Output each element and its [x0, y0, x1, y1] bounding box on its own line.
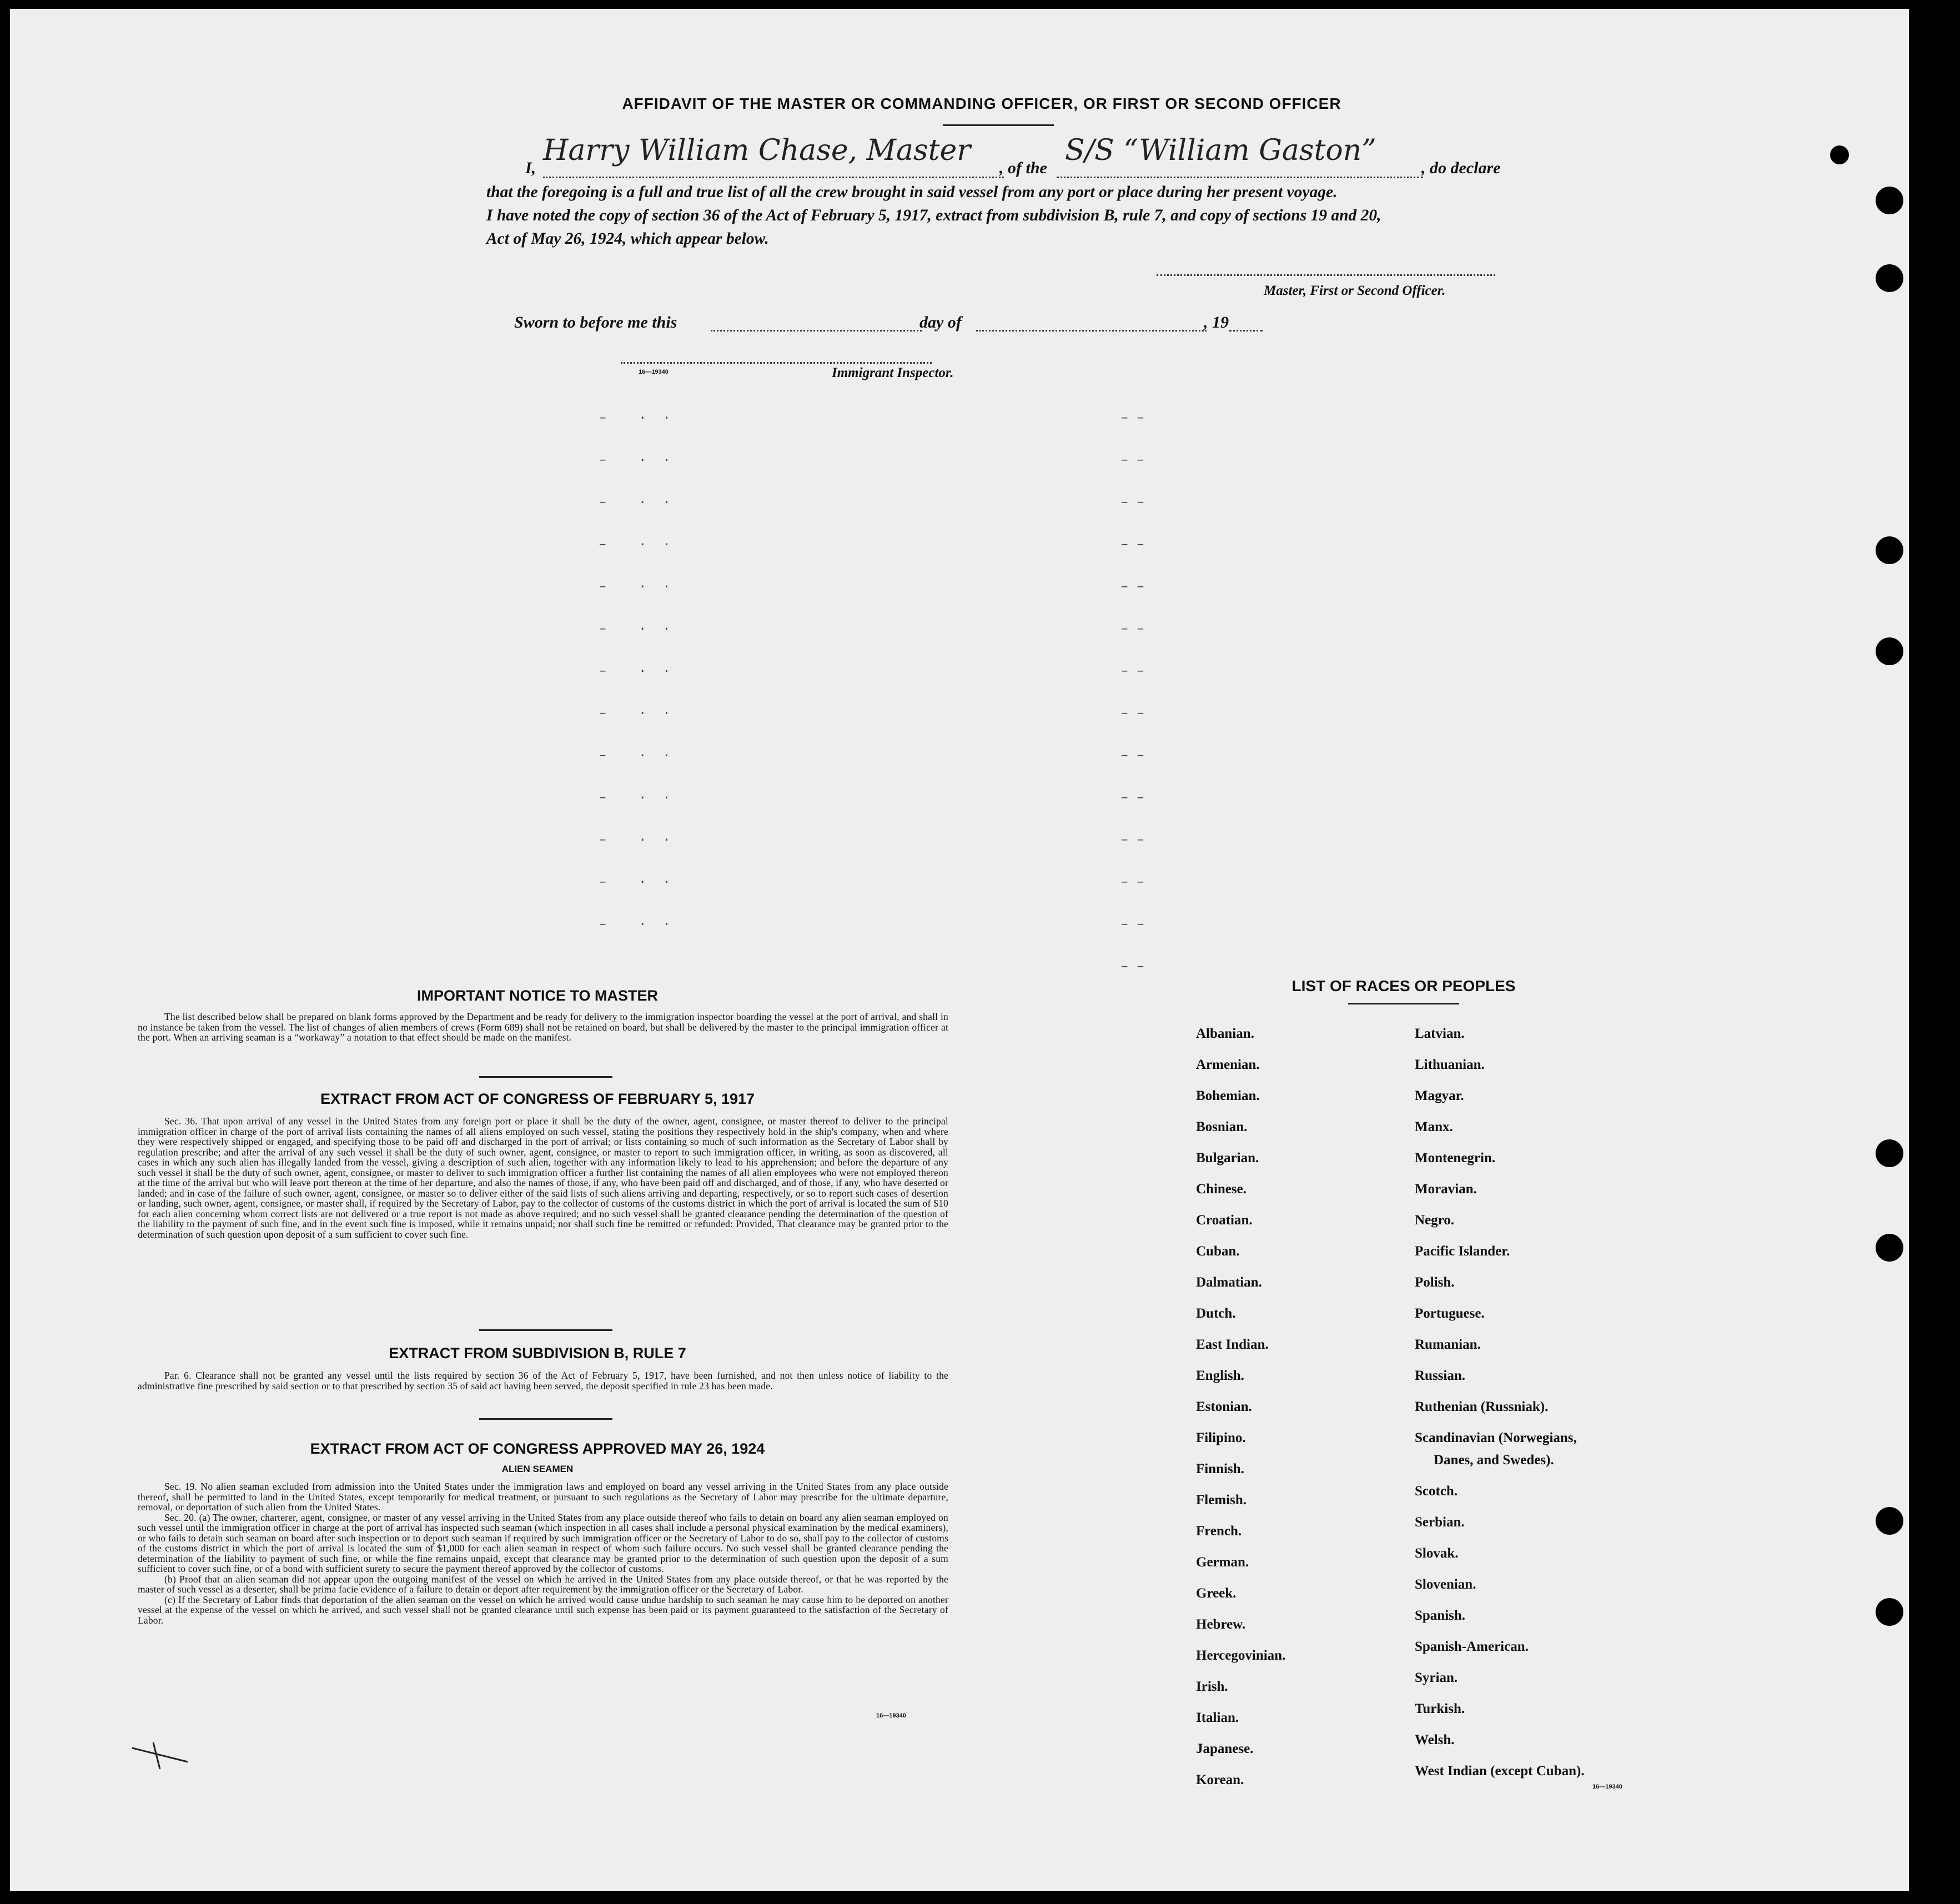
race-item: Cuban. — [1196, 1244, 1240, 1259]
sworn-day-line — [711, 330, 922, 331]
affidavit-i: I, — [525, 159, 536, 177]
pencil-mark — [127, 1737, 193, 1770]
sec-20a-paragraph: Sec. 20. (a) The owner, charterer, agent, consignee, or master of any vessel arriving in the United States from any place outside thereof who fails to detain on board any alien seaman employed on such vessel until the immigration officer in charge at the port of arrival has inspected such seaman (which inspection in all cases shall include a personal physical examination by the medical examiners), or who fails to detain such seaman on board after such inspection or to deport such seaman if required by such immigration officer or the Secretary of Labor to do so, shall pay to the collector of customs of the customs district in which the port of arrival is located the sum of $1,000 for each alien seaman in respect of whom such failure occurs. No such vessel shall be granted clearance pending the determination of the liability to payment of such fine, or while the fine remains unpaid, except that clearance may be granted prior to the determination of such question upon the deposit of a sum sufficient to cover such fine, or of a bond with sufficient surety to secure the payment thereof approved by the collector of customs. — [138, 1511, 948, 1574]
title-rule — [943, 124, 1054, 126]
punch-hole — [1876, 536, 1903, 564]
race-item: Latvian. — [1415, 1026, 1465, 1041]
race-item: Syrian. — [1415, 1670, 1458, 1685]
race-item: Armenian. — [1196, 1057, 1260, 1072]
races-right-column — [1415, 1026, 1585, 1795]
race-item: Pacific Islander. — [1415, 1244, 1510, 1259]
punch-hole — [1876, 1598, 1903, 1626]
master-name-handwritten: Harry William Chase, Master — [543, 134, 971, 167]
race-item: Portuguese. — [1415, 1306, 1485, 1321]
race-item: Turkish. — [1415, 1701, 1465, 1716]
race-item: Dalmatian. — [1196, 1275, 1262, 1290]
race-item: Filipino. — [1196, 1430, 1246, 1445]
race-item: English. — [1196, 1368, 1244, 1383]
race-item: Bulgarian. — [1196, 1151, 1259, 1165]
affidavit-declare: , do declare — [1421, 159, 1501, 177]
race-item: Russian. — [1415, 1368, 1466, 1383]
punch-hole-small — [1830, 145, 1849, 164]
affidavit-line-3: I have noted the copy of section 36 of the Act of February 5, 1917, extract from subdivision B, rule 7, and copy of sections 19 and 20, — [486, 207, 1381, 224]
bleed-through-marks-left: – · · – · · – · · – · · – · · – · · – · · – · · – · · – · · – · · – · · – · · — [599, 411, 671, 932]
race-item: Albanian. — [1196, 1026, 1254, 1041]
extract-1917-text — [138, 1116, 948, 1239]
form-number-bottom-right: 16—19340 — [1592, 1784, 1622, 1790]
inspector-caption: Immigrant Inspector. — [832, 365, 954, 380]
scan-border — [1909, 0, 1960, 1904]
race-item: Croatian. — [1196, 1213, 1253, 1228]
signature-line — [1157, 274, 1495, 276]
race-item: Scandinavian (Norwegians, — [1415, 1430, 1577, 1445]
race-item: Manx. — [1415, 1119, 1453, 1134]
day-of-text: day of — [919, 313, 962, 331]
race-item: Bohemian. — [1196, 1088, 1260, 1103]
sec-20c-paragraph: (c) If the Secretary of Labor finds that deportation of the alien seaman on the vessel on which he arrived would cause undue hardship to such seaman he may cause him to be deported on another vessel at the expense of the vessel on which he arrived, and such vessel shall not be granted clearance until such expense has been paid or its payment guaranteed to the satisfaction of the Secretary of Labor. — [138, 1594, 948, 1626]
punch-hole — [1876, 637, 1903, 665]
race-item: Ruthenian (Russniak). — [1415, 1399, 1549, 1414]
race-item: Moravian. — [1415, 1182, 1477, 1197]
race-item: Estonian. — [1196, 1399, 1252, 1414]
punch-hole — [1876, 1234, 1903, 1262]
master-name-line — [543, 177, 1004, 178]
form-number-bottom-left: 16—19340 — [876, 1712, 906, 1719]
race-item: Chinese. — [1196, 1182, 1247, 1197]
race-item: Bosnian. — [1196, 1119, 1248, 1134]
race-item: Hebrew. — [1196, 1617, 1246, 1632]
race-item: Japanese. — [1196, 1741, 1254, 1756]
signature-caption: Master, First or Second Officer. — [1264, 283, 1446, 298]
race-item: Spanish. — [1415, 1608, 1466, 1623]
extract-1917-rule — [479, 1329, 612, 1331]
race-item: Hercegovinian. — [1196, 1648, 1286, 1663]
punch-hole — [1876, 264, 1903, 292]
inspector-signature-line — [621, 362, 932, 364]
race-item: Negro. — [1415, 1213, 1455, 1228]
races-title: LIST OF RACES OR PEOPLES — [1291, 977, 1516, 994]
bleed-through-marks-right: – – – – – – – – – – – – – – – – – – – – – – – – – – – – — [1120, 411, 1145, 974]
document-page — [10, 9, 1909, 1891]
extract-1924-subtitle: ALIEN SEAMEN — [501, 1464, 574, 1474]
affidavit-title: AFFIDAVIT OF THE MASTER OR COMMANDING OFFICER, OR FIRST OR SECOND OFFICER — [622, 95, 1341, 112]
extract-1924-text — [138, 1481, 948, 1625]
rule7-rule — [479, 1418, 612, 1420]
race-item: Magyar. — [1415, 1088, 1464, 1103]
rule7-text — [138, 1370, 948, 1391]
races-rule — [1348, 1003, 1459, 1004]
form-number-top: 16—19340 — [639, 369, 669, 375]
race-item: Dutch. — [1196, 1306, 1236, 1321]
race-item: French. — [1196, 1524, 1242, 1539]
notice-title: IMPORTANT NOTICE TO MASTER — [417, 987, 658, 1004]
affidavit-of-the: , of the — [999, 159, 1047, 177]
races-left-column — [1196, 1026, 1285, 1803]
race-item: Spanish-American. — [1415, 1639, 1529, 1654]
race-item: Danes, and Swedes). — [1434, 1453, 1554, 1468]
race-item: Welsh. — [1415, 1732, 1455, 1747]
race-item: Greek. — [1196, 1586, 1237, 1601]
notice-paragraph: The list described below shall be prepared on blank forms approved by the Department and be ready for delivery to the immigration inspector boarding the vessel at the port of arrival, and shall in no instance be taken from the vessel. The list of changes of alien members of crews (Form 689) shall not be retained on board, but shall be delivered by the master to the principal immigration officer at the port. When an arriving seaman is a “workaway” a notation to that effect should be made on the manifest. — [138, 1011, 948, 1043]
race-item: Irish. — [1196, 1679, 1228, 1694]
extract-1917-paragraph: Sec. 36. That upon arrival of any vessel in the United States from any foreign port or place it shall be the duty of the owner, agent, consignee, or master thereof to deliver to the principal immigration officer in charge of the port of arrival lists containing the names of all aliens employed on such vessel, stating the positions they respectively hold in the ship's company, when and where they were respectively shipped or engaged, and specifying those to be paid off and discharged in the port of arrival; or lists containing so much of such information as the Secretary of Labor shall by regulation prescribe; and after the arrival of any such vessel it shall be the duty of such owner, agent, consignee, or master to report to such immigration officer, in writing, as soon as discovered, all cases in which any such alien has illegally landed from the vessel, giving a description of such alien, together with any information likely to lead to his apprehension; and before the departure of any such vessel it shall be the duty of such owner, agent, consignee, or master to deliver to such immigration officer a further list containing the names of all alien employees who were not employed thereon at the time of the arrival but who will leave port thereon at the time of her departure, and also the names of those, if any, who have been paid off and discharged, and of those, if any, who have deserted or landed; and in case of the failure of such owner, agent, consignee, or master so to deliver either of the said lists of such aliens arriving and departing, respectively, or so to report such cases of desertion or landing, such owner, agent, consignee, or master shall, if required by the Secretary of Labor, pay to the collector of customs of the customs district in which the port of arrival is located the sum of $10 for each alien concerning whom correct lists are not delivered or a true report is not made as above required; and no such vessel shall be granted clearance pending the determination of the question of the liability to the payment of such fine, and in the event such fine is imposed, while it remains unpaid; nor shall such fine be remitted or refunded: Provided, That clearance may be granted prior to the determination of such question upon deposit of a sum sufficient to cover such fine. — [138, 1116, 948, 1240]
punch-hole — [1876, 187, 1903, 214]
race-item: Scotch. — [1415, 1484, 1458, 1499]
race-item: Polish. — [1415, 1275, 1455, 1290]
race-item: Slovenian. — [1415, 1577, 1476, 1592]
year-text: , 19 — [1204, 313, 1229, 331]
race-item: Lithuanian. — [1415, 1057, 1485, 1072]
rule7-paragraph: Par. 6. Clearance shall not be granted any vessel until the lists required by section 36 of the Act of February 5, 1917, have been furnished, and not then unless notice of liability to the administrative fine prescribed by said section or to that prescribed by section 35 of said act having been served, the deposit specified in rule 23 has been made. — [138, 1370, 948, 1391]
affidavit-line-4: Act of May 26, 1924, which appear below. — [486, 230, 769, 248]
rule7-title: EXTRACT FROM SUBDIVISION B, RULE 7 — [389, 1345, 686, 1362]
vessel-name-line — [1057, 177, 1423, 178]
notice-rule — [479, 1076, 612, 1078]
extract-1917-title: EXTRACT FROM ACT OF CONGRESS OF FEBRUARY 5, 1917 — [320, 1091, 755, 1107]
sworn-month-line — [976, 330, 1207, 331]
race-item: Flemish. — [1196, 1493, 1247, 1508]
punch-hole — [1876, 1139, 1903, 1167]
punch-hole — [1876, 1507, 1903, 1535]
sworn-text: Sworn to before me this — [514, 313, 677, 331]
race-item: German. — [1196, 1555, 1249, 1570]
race-item: Korean. — [1196, 1772, 1244, 1787]
sec-19-paragraph: Sec. 19. No alien seaman excluded from admission into the United States under the immigration laws and employed on board any vessel arriving in the United States from any place outside thereof, shall be permitted to land in the United States, except temporarily for medical treatment, or pursuant to such regulations as the Secretary of Labor may prescribe for the ultimate departure, removal, or deportation of such alien from the United States. — [138, 1481, 948, 1513]
race-item: Italian. — [1196, 1710, 1239, 1725]
extract-1924-title: EXTRACT FROM ACT OF CONGRESS APPROVED MAY 26, 1924 — [310, 1440, 765, 1457]
year-line — [1229, 330, 1263, 331]
notice-text — [138, 1012, 948, 1043]
race-item: Montenegrin. — [1415, 1151, 1496, 1165]
race-item: Rumanian. — [1415, 1337, 1481, 1352]
affidavit-line-2: that the foregoing is a full and true list of all the crew brought in said vessel from any port or place during her present voyage. — [486, 183, 1338, 201]
race-item: East Indian. — [1196, 1337, 1269, 1352]
sec-20b-paragraph: (b) Proof that an alien seaman did not appear upon the outgoing manifest of the vessel on which he arrived in the United States from any place outside thereof, or that he was reported by the master of such vessel as a deserter, shall be prima facie evidence of a failure to detain or deport after requirement by the immigration officer or the Secretary of Labor. — [138, 1573, 948, 1595]
race-item: Serbian. — [1415, 1515, 1465, 1530]
race-item: Slovak. — [1415, 1546, 1459, 1561]
race-item: Finnish. — [1196, 1461, 1244, 1476]
vessel-name-handwritten: S/S “William Gaston” — [1065, 134, 1376, 167]
race-item: West Indian (except Cuban). — [1415, 1764, 1585, 1779]
